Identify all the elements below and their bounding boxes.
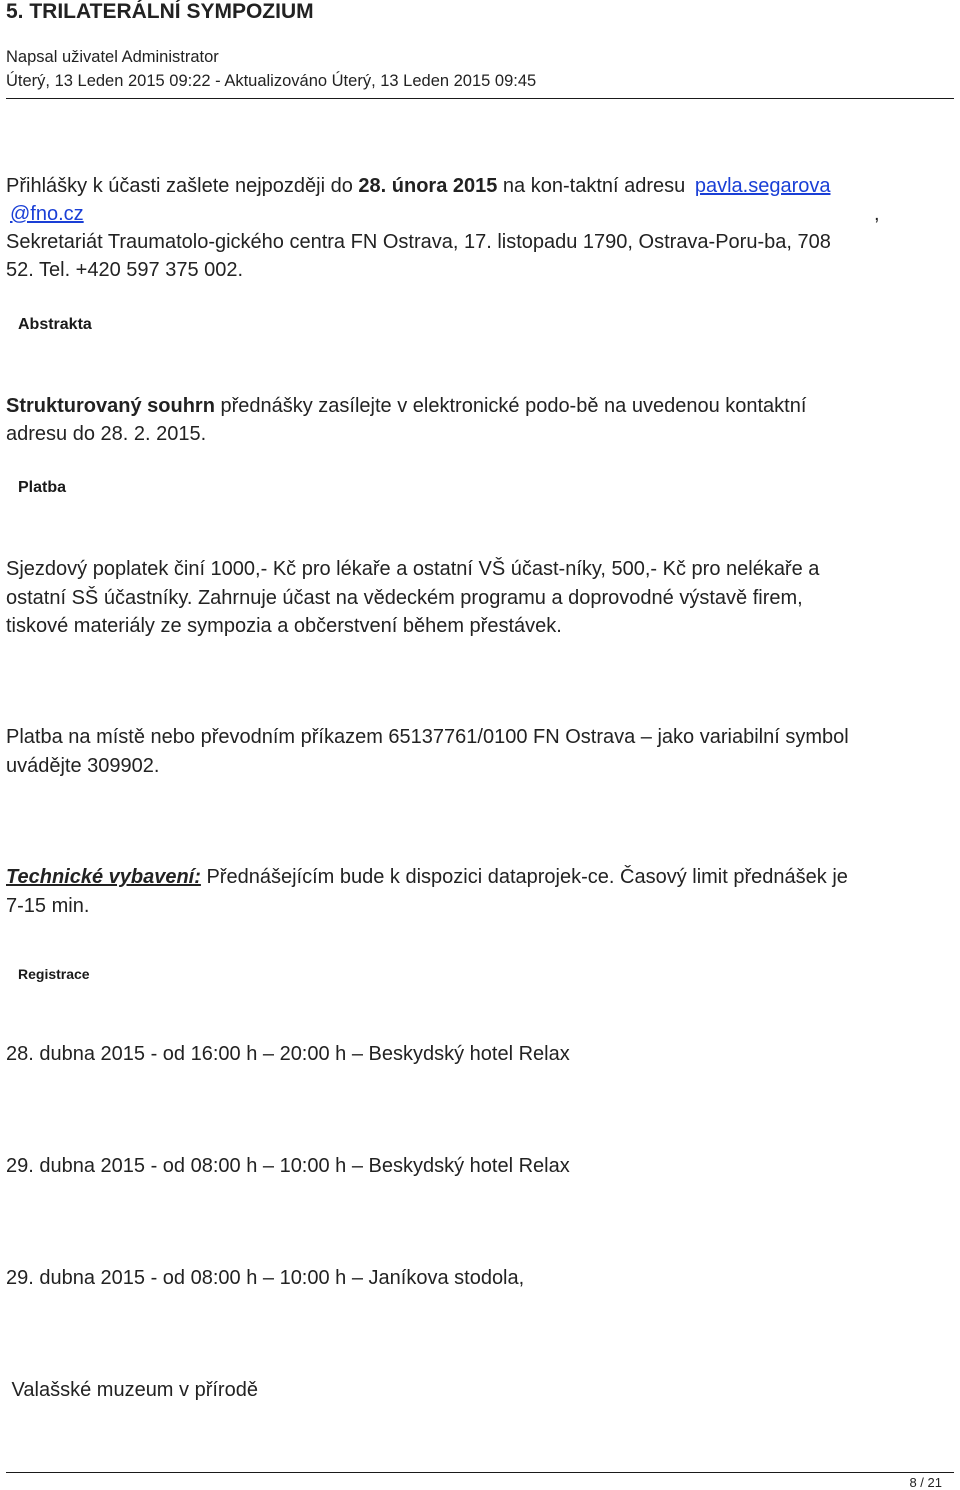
technical-rest: Přednášejícím bude k dispozici dataprojek-ce. Časový limit přednášek je [200, 866, 848, 888]
page-number: 8 / 21 [909, 1475, 942, 1490]
email-link-part1[interactable]: pavla.segarova [694, 175, 831, 197]
registration-item: Valašské muzeum v přírodě [6, 1379, 258, 1401]
technical-line-2: 7-15 min. [6, 895, 90, 917]
email-link-part2[interactable]: @fno.cz [10, 203, 84, 225]
payment-heading: Platba [18, 479, 67, 496]
transfer-line-2: uvádějte 309902. [6, 755, 160, 777]
intro-deadline: 28. února 2015 [358, 175, 498, 197]
technical-label: Technické vybavení: [6, 866, 201, 888]
abstracts-bold: Strukturovaný souhrn [6, 395, 215, 417]
registration-item: 29. dubna 2015 - od 08:00 h – 10:00 h – Janíkova stodola, [6, 1267, 525, 1289]
page-title: 5. TRILATERÁLNÍ SYMPOZIUM [6, 0, 314, 23]
abstracts-line-2: adresu do 28. 2. 2015. [6, 423, 207, 445]
abstracts-rest: přednášky zasílejte v elektronické podo-bě na uvedenou kontaktní [214, 395, 807, 417]
payment-line-3: tiskové materiály ze sympozia a občerstvení během přestávek. [6, 615, 562, 637]
intro-mid: na kon-taktní adresu [497, 175, 691, 197]
intro-line-2 [6, 203, 954, 226]
registration-heading: Registrace [18, 966, 90, 982]
registration-item: 29. dubna 2015 - od 08:00 h – 10:00 h – Beskydský hotel Relax [6, 1155, 570, 1177]
payment-line-1: Sjezdový poplatek činí 1000,- Kč pro lékaře a ostatní VŠ účast-níky, 500,- Kč pro nelékaře a [6, 558, 820, 580]
footer-divider [6, 1472, 954, 1473]
payment-line-2: ostatní SŠ účastníky. Zahrnuje účast na vědeckém programu a doprovodné výstavě firem, [6, 587, 803, 609]
date-line: Úterý, 13 Leden 2015 09:22 - Aktualizováno Úterý, 13 Leden 2015 09:45 [6, 72, 537, 90]
registration-item: 28. dubna 2015 - od 16:00 h – 20:00 h – Beskydský hotel Relax [6, 1043, 570, 1065]
intro-prefix: Přihlášky k účasti zašlete nejpozději do [6, 175, 359, 197]
intro-line-1 [6, 175, 954, 198]
technical-line-1 [6, 866, 954, 889]
abstracts-heading: Abstrakta [18, 316, 92, 333]
header-divider [6, 98, 954, 99]
intro-address: Sekretariát Traumatolo-gického centra FN Ostrava, 17. listopadu 1790, Ostrava-Poru-ba, 708 [6, 231, 831, 253]
intro-tel: 52. Tel. +420 597 375 002. [6, 259, 244, 281]
intro-comma: , [874, 203, 880, 225]
transfer-line-1: Platba na místě nebo převodním příkazem 65137761/0100 FN Ostrava – jako variabilní symbol [6, 726, 849, 748]
abstracts-line-1 [6, 395, 954, 418]
author-line: Napsal uživatel Administrator [6, 48, 219, 66]
